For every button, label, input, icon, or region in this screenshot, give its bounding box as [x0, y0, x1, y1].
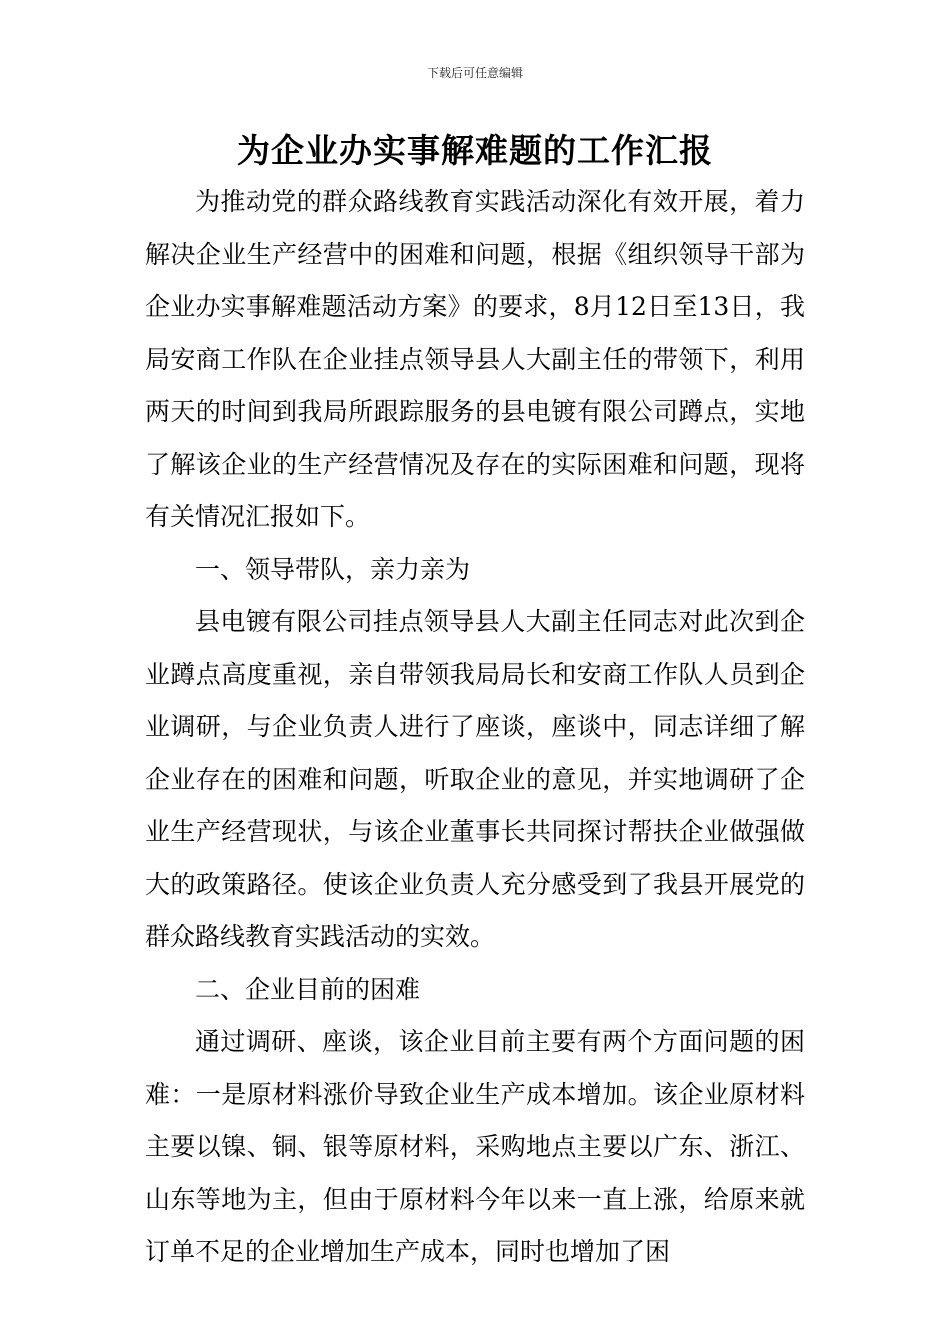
document-title: 为企业办实事解难题的工作汇报	[237, 131, 713, 170]
header-note: 下载后可任意编辑	[426, 66, 523, 80]
section-heading-1: 一、领导带队，亲力亲为	[195, 554, 471, 584]
document-body	[145, 176, 805, 1279]
paragraph-section-1: 县电镀有限公司挂点领导县人大副主任同志对此次到企业蹲点高度重视，亲自带领我局局长和安商工作队人员到企业调研，与企业负责人进行了座谈，座谈中，同志详细了解企业存在的困难和问题，听取企业的意见，并实地调研了企业生产经营现状，与该企业董事长共同探讨帮扶企业做强做大的政策路径。使该企业负责人充分感受到了我县开展党的群众路线教育实践活动的实效。	[145, 607, 805, 951]
paragraph-intro: 为推动党的群众路线教育实践活动深化有效开展，着力解决企业生产经营中的困难和问题，根据《组织领导干部为企业办实事解难题活动方案》的要求，8月12日至13日，我局安商工作队在企业挂点领导县人大副主任的带领下，利用两天的时间到我局所跟踪服务的县电镀有限公司蹲点，实地了解该企业的生产经营情况及存在的实际困难和问题，现将有关情况汇报如下。	[145, 187, 805, 531]
section-heading-2: 二、企业目前的困难	[195, 974, 421, 1004]
paragraph-section-2: 通过调研、座谈，该企业目前主要有两个方面问题的困难：一是原材料涨价导致企业生产成本增加。该企业原材料主要以镍、铜、银等原材料，采购地点主要以广东、浙江、山东等地为主，但由于原材料今年以来一直上涨，给原来就订单不足的企业增加生产成本，同时也增加了困	[145, 1027, 805, 1266]
